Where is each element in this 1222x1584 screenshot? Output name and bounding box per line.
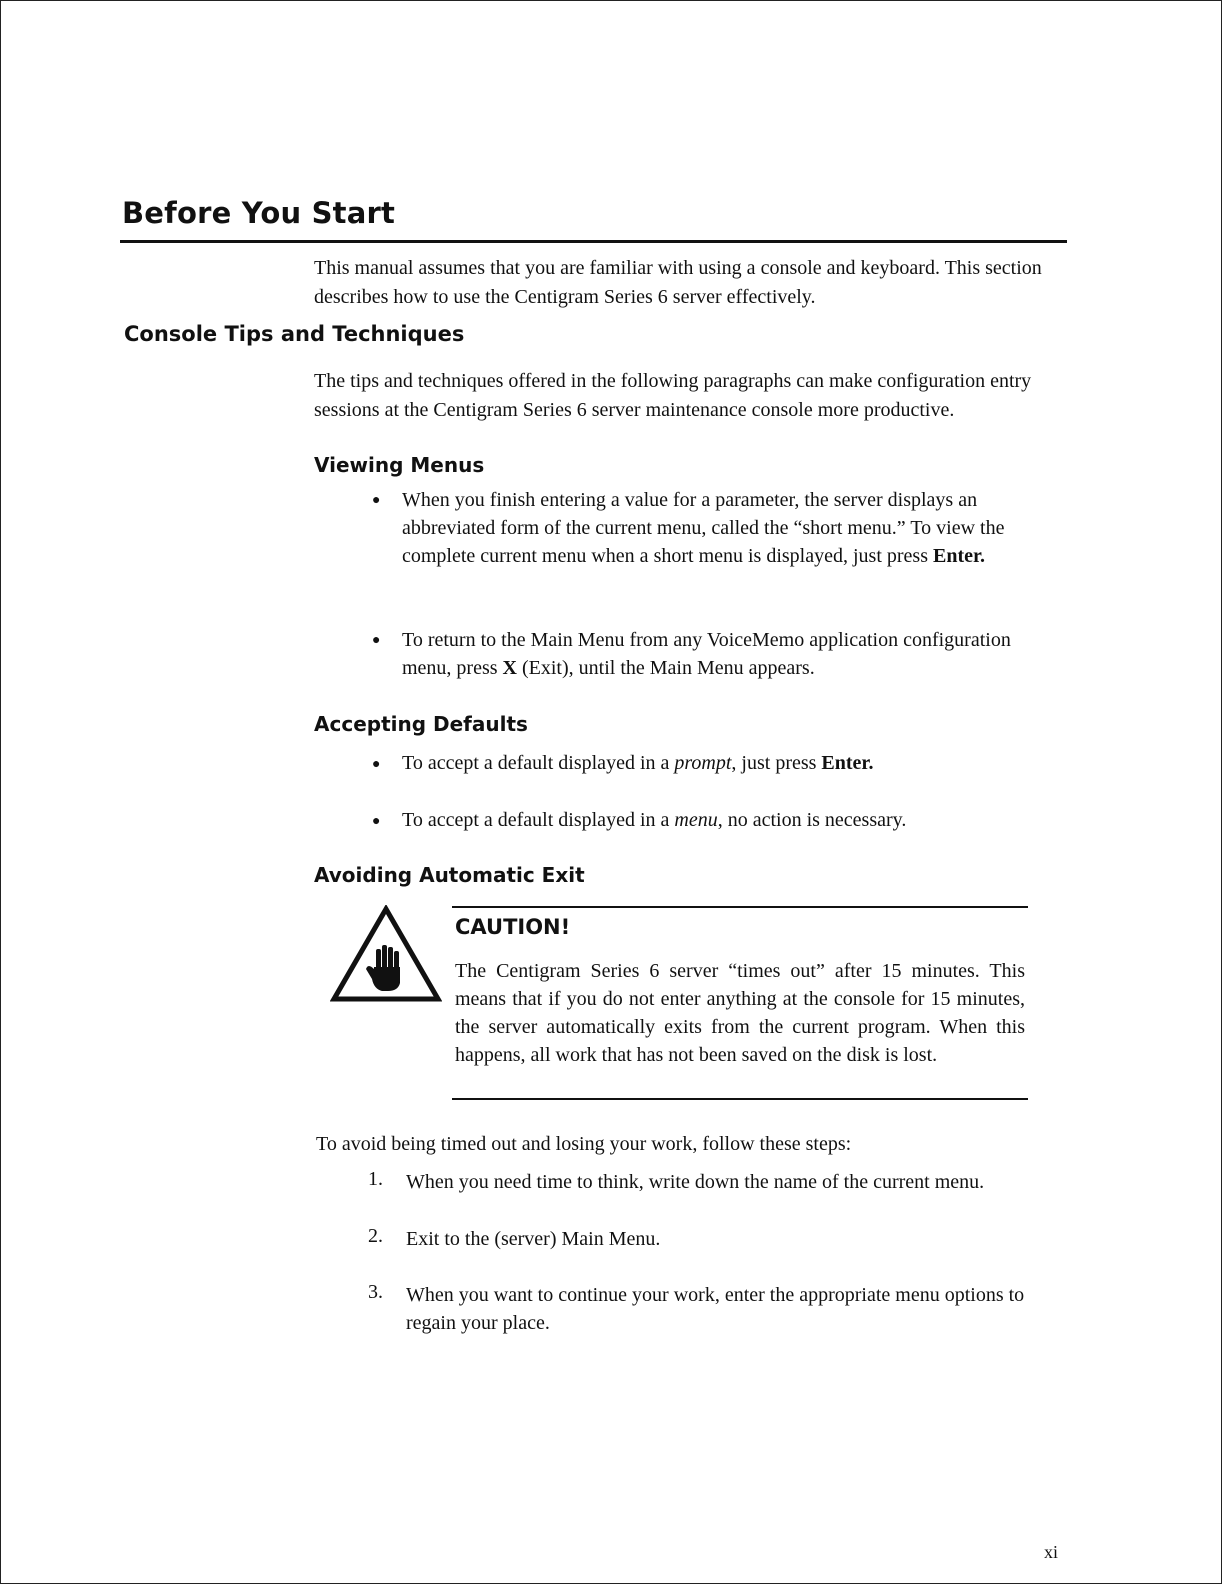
intro-paragraph: This manual assumes that you are familiar with using a console and keyboard. This section describes how to use the Centigram Series 6 server effectively. [314,257,1042,308]
page-title: Before You Start [122,196,396,230]
exit-key: X [502,657,517,679]
hand-warning-icon [330,905,442,1005]
steps-intro: To avoid being timed out and losing your work, follow these steps: [316,1133,852,1155]
step-text: Exit to the (server) Main Menu. [406,1228,661,1250]
step-text: When you want to continue your work, enter the appropriate menu options to regain your place. [406,1284,1025,1334]
accepting-defaults-bullet-2: To accept a default displayed in a menu, no action is necessary. [402,809,907,831]
console-tips-heading: Console Tips and Techniques [124,322,465,346]
automatic-exit-heading: Avoiding Automatic Exit [314,863,585,887]
bullet-icon: ● [372,757,381,772]
caution-top-rule [452,906,1028,908]
bullet-text: To return to the Main Menu from any VoiceMemo application configuration menu, press [402,629,1011,679]
viewing-menus-bullet-1 [402,486,1052,570]
viewing-menus-bullet-2 [402,626,1012,682]
step-number: 3. [368,1281,383,1303]
enter-key: Enter. [933,545,986,567]
viewing-menus-heading: Viewing Menus [314,453,485,477]
bullet-icon: ● [372,814,381,829]
step-number: 2. [368,1225,383,1247]
caution-title: CAUTION! [455,915,571,939]
bullet-icon: ● [372,633,381,648]
enter-key: Enter. [821,752,874,774]
title-rule [120,240,1067,243]
step-number: 1. [368,1168,383,1190]
caution-bottom-rule [452,1098,1028,1100]
console-tips-paragraph: The tips and techniques offered in the following paragraphs can make configuration entry sessions at the Centigram Series 6 server maintenance console more productive. [314,370,1032,421]
accepting-defaults-heading: Accepting Defaults [314,712,528,736]
accepting-defaults-bullet-1: To accept a default displayed in a prompt, just press Enter. [402,752,874,774]
bullet-text: (Exit), until the Main Menu appears. [522,657,815,679]
bullet-icon: ● [372,493,381,508]
caution-text: The Centigram Series 6 server “times out” after 15 minutes. This means that if you do not enter anything at the console for 15 minutes, the server automatically exits from the current program. When this happens, all work that has not been saved on the disk is lost. [455,960,1025,1066]
bullet-text: When you finish entering a value for a parameter, the server displays an abbreviated form of the current menu, called the “short menu.” To view the complete current menu when a short menu is displayed, just press [402,489,1005,567]
step-text: When you need time to think, write down the name of the current menu. [406,1171,985,1193]
page-number: xi [1044,1542,1059,1562]
